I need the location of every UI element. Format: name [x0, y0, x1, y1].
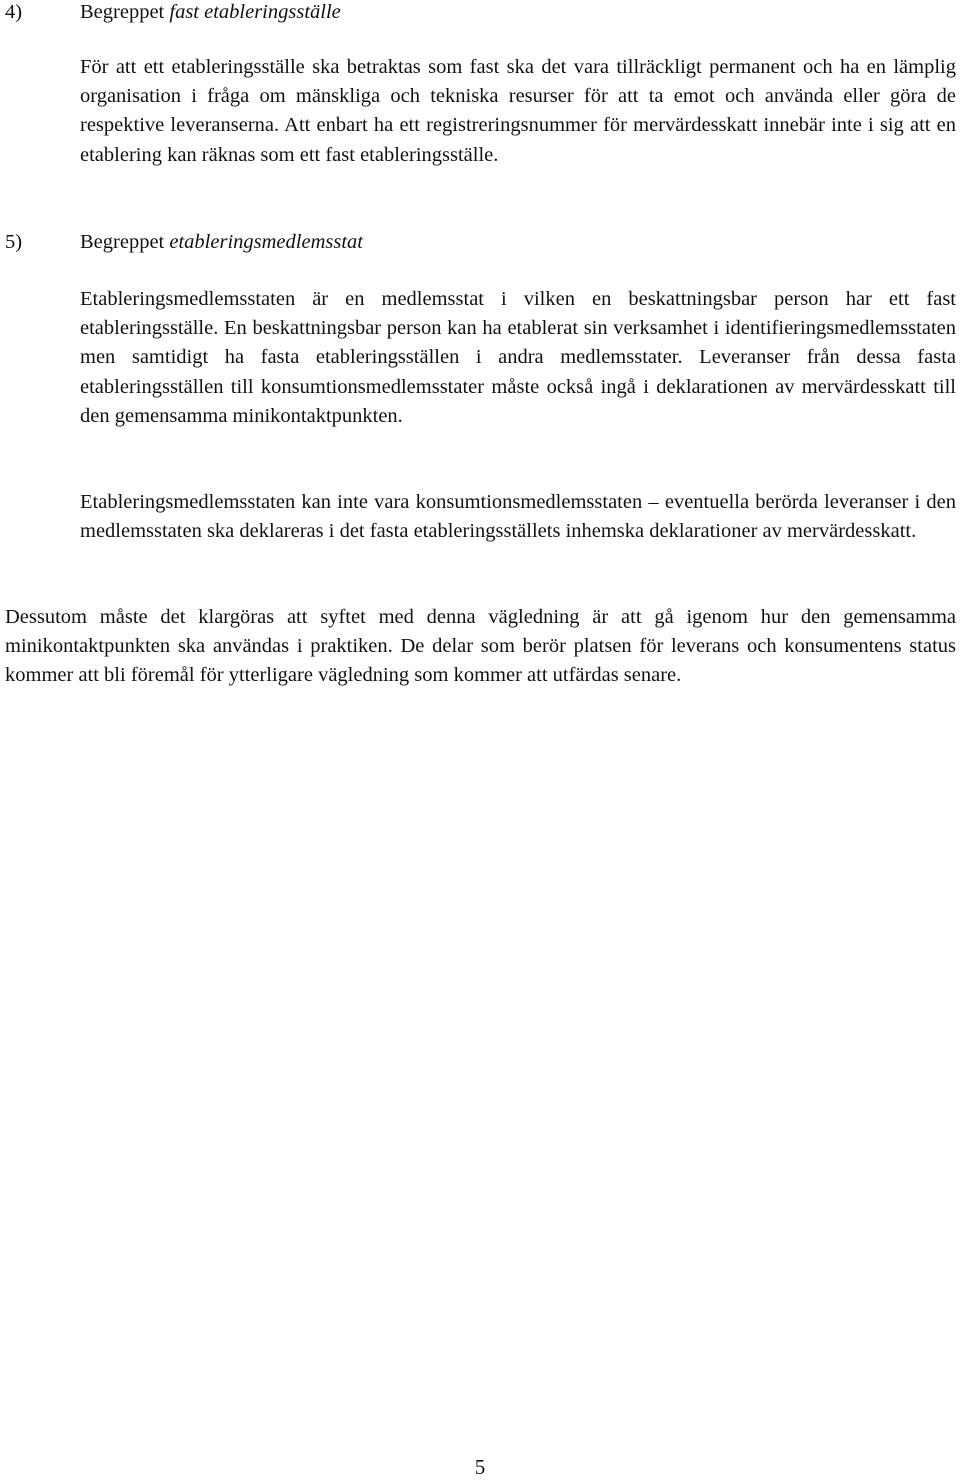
- section-5-paragraph-1: Etableringsmedlemsstaten är en medlemsstat i vilken en beskattningsbar person har ett fast etableringsställe. En beskattningsbar person kan ha etablerat sin verksamhet i identifieringsmedlemsstaten men samtidigt ha fasta etableringsställen i andra medlemsstater. Leveranser från dessa fasta etableringsställen till konsumtionsmedlemsstater måste också ingå i deklarationen av mervärdesskatt till den gemensamma minikontaktpunkten.: [80, 288, 956, 427]
- section-term: etableringsmedlemsstat: [169, 231, 363, 253]
- section-term: fast etableringsställe: [169, 1, 341, 23]
- section-number: 4): [5, 1, 23, 23]
- closing-paragraph: Dessutom måste det klargöras att syftet med denna vägledning är att gå igenom hur den gemensamma minikontaktpunkten ska användas i praktiken. De delar som berör platsen för leverans och konsumentens status kommer att bli föremål för ytterligare vägledning som kommer att utfärdas senare.: [5, 606, 956, 687]
- section-number: 5): [5, 231, 23, 253]
- section-5-paragraph-2: Etableringsmedlemsstaten kan inte vara konsumtionsmedlemsstaten – eventuella berörda leveranser i den medlemsstaten ska deklareras i det fasta etableringsställets inhemska deklarationer av mervärdesskatt.: [80, 491, 956, 543]
- page-number: 5: [474, 1455, 486, 1479]
- section-4-paragraph: För att ett etableringsställe ska betraktas som fast ska det vara tillräckligt permanent och ha en lämplig organisation i fråga om mänskliga och tekniska resurser för att ta emot och använda eller göra de respektive leveranserna. Att enbart ha ett registreringsnummer för mervärdesskatt innebär inte i sig att en etablering kan räknas som ett fast etableringsställe.: [80, 56, 956, 166]
- section-5-heading: [5, 230, 363, 254]
- section-4-heading: [5, 0, 341, 24]
- section-label: Begreppet: [80, 231, 165, 253]
- section-label: Begreppet: [80, 1, 165, 23]
